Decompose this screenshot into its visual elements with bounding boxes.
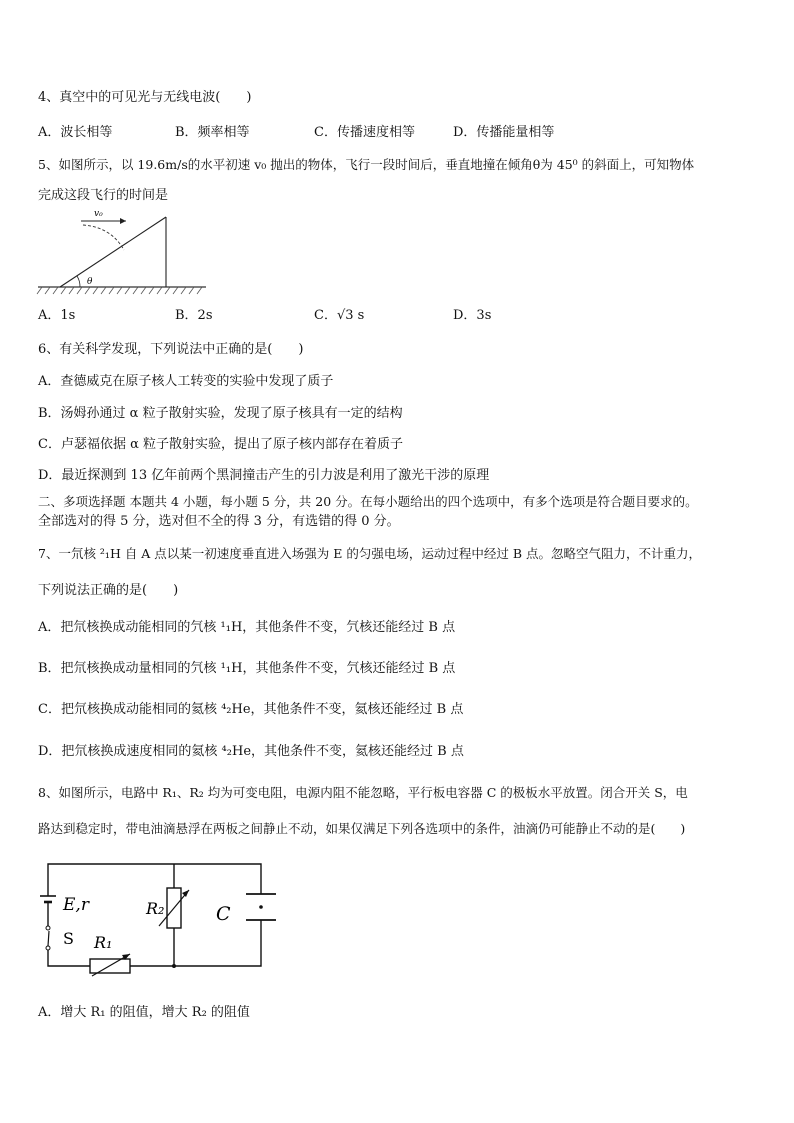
q5-stem-line1: 5、如图所示，以 19.6m/s的水平初速 v₀ 抛出的物体，飞行一段时间后，垂直地撞在倾角θ为 45⁰ 的斜面上，可知物体 — [38, 157, 695, 172]
trajectory-path — [83, 225, 124, 250]
q4-stem: 4、真空中的可见光与无线电波( ) — [38, 90, 252, 105]
source-label: E,r — [63, 895, 89, 915]
q6-option-a: A．查德威克在原子核人工转变的实验中发现了质子 — [38, 374, 334, 389]
switch-blade — [48, 931, 49, 946]
velocity-label: v₀ — [94, 209, 103, 219]
bottom-wire — [48, 920, 261, 966]
incline-projectile-figure — [36, 207, 216, 299]
q5-options — [38, 307, 758, 325]
q6-option-d: D．最近探测到 13 亿年前两个黑洞撞击产生的引力波是利用了激光干涉的原理 — [38, 468, 490, 483]
r2-label: R₂ — [146, 899, 165, 918]
arrow-head-icon — [120, 218, 126, 224]
r1-label: R₁ — [94, 933, 113, 952]
q5-stem-line2: 完成这段飞行的时间是 — [38, 188, 169, 203]
switch-contact-icon — [46, 926, 50, 930]
section2-heading-line2: 全部选对的得 5 分，选对但不全的得 3 分，有选错的得 0 分。 — [38, 514, 400, 529]
switch-label: S — [63, 929, 74, 948]
q8-stem-line1: 8、如图所示，电路中 R₁、R₂ 均为可变电阻，电源内阻不能忽略，平行板电容器 C 的极板水平放置。闭合开关 S，电 — [38, 785, 688, 800]
q7-option-b: B．把氘核换成动量相同的氕核 ¹₁H，其他条件不变，氕核还能经过 B 点 — [38, 661, 456, 676]
angle-label: θ — [87, 277, 93, 287]
q7-option-c: C．把氘核换成动能相同的氦核 ⁴₂He，其他条件不变，氦核还能经过 B 点 — [38, 702, 464, 717]
q5-option-a: A．1s — [38, 308, 76, 323]
section2-heading-line1: 二、多项选择题 本题共 4 小题，每小题 5 分，共 20 分。在每小题给出的四个选项中，有多个选项是符合题目要求的。 — [38, 494, 698, 509]
q6-option-b: B．汤姆孙通过 α 粒子散射实验，发现了原子核具有一定的结构 — [38, 406, 403, 421]
q4-option-d: D．传播能量相等 — [453, 125, 555, 140]
capacitor-label: C — [216, 903, 231, 925]
q6-option-c: C．卢瑟福依据 α 粒子散射实验，提出了原子核内部存在着质子 — [38, 437, 403, 452]
q4-option-c: C．传播速度相等 — [314, 125, 415, 140]
q7-option-a: A．把氘核换成动能相同的氕核 ¹₁H，其他条件不变，氕核还能经过 B 点 — [38, 620, 456, 635]
q8-stem-line2: 路达到稳定时，带电油滴悬浮在两板之间静止不动，如果仅满足下列各选项中的条件，油滴仍可能静止不动的是( ) — [38, 821, 686, 836]
angle-arc — [77, 276, 80, 287]
q5-option-b: B．2s — [175, 308, 213, 323]
q6-stem: 6、有关科学发现，下列说法中正确的是( ) — [38, 342, 304, 357]
arrow-head-icon — [182, 890, 189, 897]
q7-option-d: D．把氘核换成速度相同的氦核 ⁴₂He，其他条件不变，氦核还能经过 B 点 — [38, 744, 464, 759]
q4-option-b: B．频率相等 — [175, 125, 250, 140]
junction-dot — [172, 964, 176, 968]
switch-contact-icon — [46, 946, 50, 950]
ground-hatching — [37, 287, 202, 294]
q4-option-a: A．波长相等 — [38, 125, 113, 140]
q5-option-c: C．√3 s — [314, 308, 365, 323]
incline-line — [60, 217, 166, 287]
circuit-figure — [36, 856, 276, 978]
q7-stem-line2: 下列说法正确的是( ) — [38, 583, 179, 598]
q4-options — [38, 124, 758, 142]
q5-option-d: D．3s — [453, 308, 492, 323]
q7-stem-line1: 7、一氘核 ²₁H 自 A 点以某一初速度垂直进入场强为 E 的匀强电场，运动过程中经过 B 点。忽略空气阻力，不计重力， — [38, 546, 702, 561]
q8-option-a: A．增大 R₁ 的阻值，增大 R₂ 的阻值 — [38, 1005, 250, 1020]
oil-droplet — [259, 905, 263, 909]
top-wire — [48, 864, 261, 896]
